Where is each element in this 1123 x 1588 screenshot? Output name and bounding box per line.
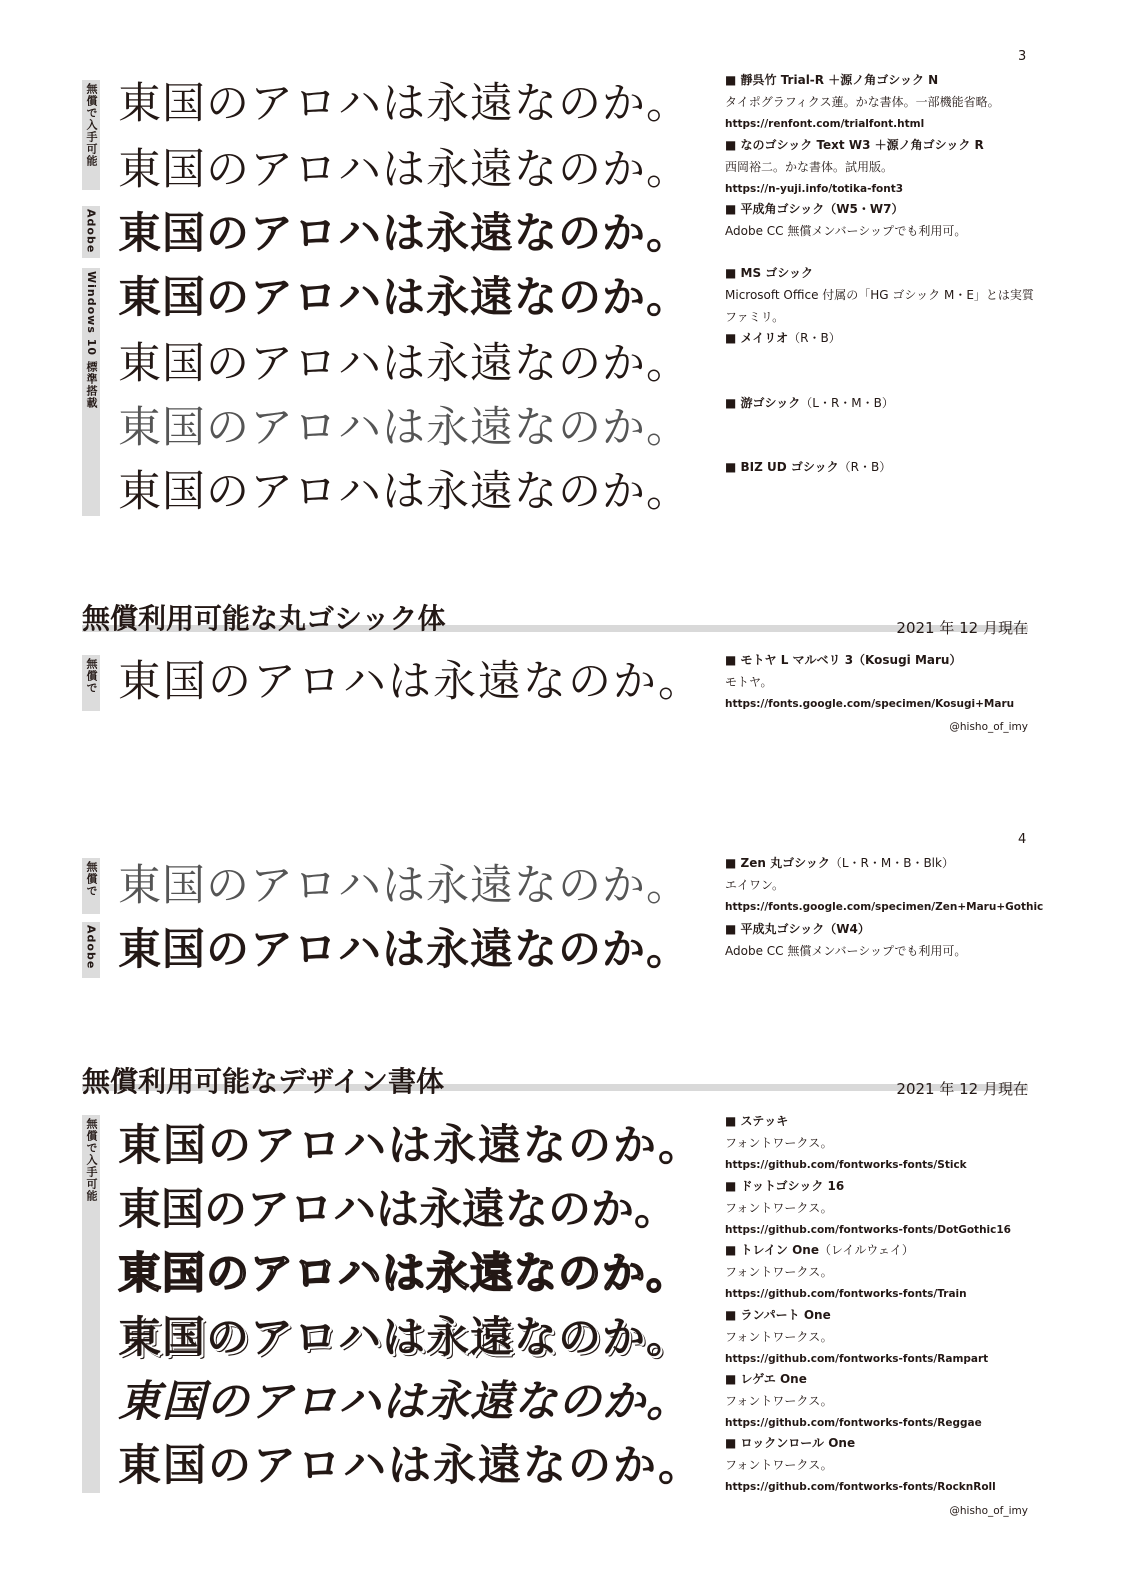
sample-line: 東国のアロハは永遠なのか。: [118, 657, 703, 707]
font-note: [725, 1175, 1035, 1241]
note-url: https://fonts.google.com/specimen/Zen+Maru+Gothic: [725, 901, 1044, 913]
note-desc: エイワン。: [725, 878, 785, 892]
note-url: https://fonts.google.com/specimen/Kosugi+Maru: [725, 698, 1015, 710]
section-title: 無償利用可能なデザイン書体: [82, 1065, 445, 1098]
sample-line: 東国のアロハは永遠なのか。: [118, 1441, 703, 1491]
note-title: ■ なのゴシック Text W3 ＋源ノ角ゴシック R: [725, 138, 984, 152]
note-url: https://github.com/fontworks-fonts/RocknRoll: [725, 1481, 996, 1493]
tab-free: 無償で: [82, 858, 100, 914]
note-title-suffix: （L・R・M・B）: [800, 396, 894, 410]
tab-adobe: Adobe: [82, 922, 100, 978]
font-note: [725, 392, 1035, 414]
note-url: https://github.com/fontworks-fonts/Rampart: [725, 1353, 989, 1365]
font-note: [725, 1368, 1035, 1434]
font-note: [725, 262, 1035, 328]
sample-line: 東国のアロハは永遠なのか。: [118, 1313, 690, 1363]
note-title-suffix: （R・B）: [788, 331, 841, 345]
note-desc: Microsoft Office 付属の「HG ゴシック M・E」とは実質ファミリ。: [725, 288, 1034, 324]
note-desc: Adobe CC 無償メンバーシップでも利用可。: [725, 224, 967, 238]
note-url: https://renfont.com/trialfont.html: [725, 118, 925, 130]
note-title: ■ BIZ UD ゴシック: [725, 460, 839, 474]
sample-line: 東国のアロハは永遠なのか。: [118, 403, 690, 453]
note-desc: フォントワークス。: [725, 1136, 833, 1150]
font-note: [725, 69, 1035, 135]
note-desc: フォントワークス。: [725, 1330, 833, 1344]
note-title: ■ レゲエ One: [725, 1372, 807, 1386]
note-title: ■ ロックンロール One: [725, 1436, 856, 1450]
sample-line: 東国のアロハは永遠なのか。: [118, 209, 690, 259]
page-number: 3: [1018, 49, 1027, 64]
note-title: ■ ステッキ: [725, 1114, 789, 1128]
note-desc: タイポグラフィクス蓮。かな書体。一部機能省略。: [725, 95, 1000, 109]
note-title: ■ ランパート One: [725, 1308, 831, 1322]
sample-line: 東国のアロハは永遠なのか。: [118, 1377, 690, 1427]
font-note: [725, 456, 1035, 478]
section-date: 2021 年 12 月現在: [896, 1080, 1028, 1098]
font-note: [725, 327, 1035, 349]
note-desc: モトヤ。: [725, 675, 773, 689]
tab-free: 無償で入手可能: [82, 1115, 100, 1493]
note-title-suffix: （L・R・M・B・Blk）: [829, 856, 954, 870]
author-handle: @hisho_of_imy: [949, 721, 1028, 733]
note-url: https://n-yuji.info/totika-font3: [725, 183, 904, 195]
note-title: ■ モトヤ L マルベリ 3（Kosugi Maru）: [725, 653, 962, 667]
font-note: [725, 1239, 1035, 1305]
note-title: ■ 平成角ゴシック（W5・W7）: [725, 202, 904, 216]
note-title: ■ メイリオ: [725, 331, 789, 345]
sample-line: 東国のアロハは永遠なのか。: [118, 273, 690, 323]
font-note: [725, 1110, 1035, 1176]
note-title: ■ 游ゴシック: [725, 396, 801, 410]
section-date: 2021 年 12 月現在: [896, 619, 1028, 637]
page-number: 4: [1018, 832, 1027, 847]
tab-free: 無償で: [82, 655, 100, 711]
tab-windows: Windows 10 標準搭載: [82, 268, 100, 516]
sample-line: 東国のアロハは永遠なのか。: [118, 925, 690, 975]
tab-adobe: Adobe: [82, 206, 100, 258]
note-title: ■ 平成丸ゴシック（W4）: [725, 922, 870, 936]
note-url: https://github.com/fontworks-fonts/Stick: [725, 1159, 967, 1171]
note-title: ■ ドットゴシック 16: [725, 1179, 845, 1193]
note-title: ■ トレイン One: [725, 1243, 819, 1257]
font-note: [725, 198, 1035, 242]
note-desc: 西岡裕二。かな書体。試用版。: [725, 160, 894, 174]
note-desc: Adobe CC 無償メンバーシップでも利用可。: [725, 944, 967, 958]
sample-line: 東国のアロハは永遠なのか。: [118, 467, 690, 517]
note-title: ■ MS ゴシック: [725, 266, 814, 280]
note-url: https://github.com/fontworks-fonts/DotGothic16: [725, 1224, 1011, 1236]
sample-line: 東国のアロハは永遠なのか。: [118, 1121, 703, 1171]
sample-line: 東国のアロハは永遠なのか。: [118, 79, 690, 129]
note-desc: フォントワークス。: [725, 1458, 833, 1472]
note-title: ■ Zen 丸ゴシック: [725, 856, 830, 870]
font-note: [725, 649, 1035, 715]
sample-line: 東国のアロハは永遠なのか。: [118, 1185, 677, 1235]
sample-line: 東国のアロハは永遠なのか。: [118, 1249, 690, 1299]
note-desc: フォントワークス。: [725, 1394, 833, 1408]
section-title: 無償利用可能な丸ゴシック体: [82, 602, 446, 635]
note-desc: フォントワークス。: [725, 1265, 833, 1279]
sample-line: 東国のアロハは永遠なのか。: [118, 145, 690, 195]
font-note: [725, 134, 1035, 200]
note-url: https://github.com/fontworks-fonts/Train: [725, 1288, 967, 1300]
sample-line: 東国のアロハは永遠なのか。: [118, 339, 690, 389]
font-note: [725, 852, 1044, 918]
note-desc: フォントワークス。: [725, 1201, 833, 1215]
note-url: https://github.com/fontworks-fonts/Reggae: [725, 1417, 982, 1429]
font-note: [725, 918, 1035, 962]
tab-free: 無償で入手可能: [82, 80, 100, 190]
note-title: ■ 靜呉竹 Trial-R ＋源ノ角ゴシック N: [725, 73, 939, 87]
font-note: [725, 1432, 1035, 1498]
author-handle: @hisho_of_imy: [949, 1505, 1028, 1517]
font-note: [725, 1304, 1035, 1370]
note-title-suffix: （R・B）: [838, 460, 892, 474]
note-title-suffix: （レイルウェイ）: [818, 1243, 914, 1257]
sample-line: 東国のアロハは永遠なのか。: [118, 861, 690, 911]
